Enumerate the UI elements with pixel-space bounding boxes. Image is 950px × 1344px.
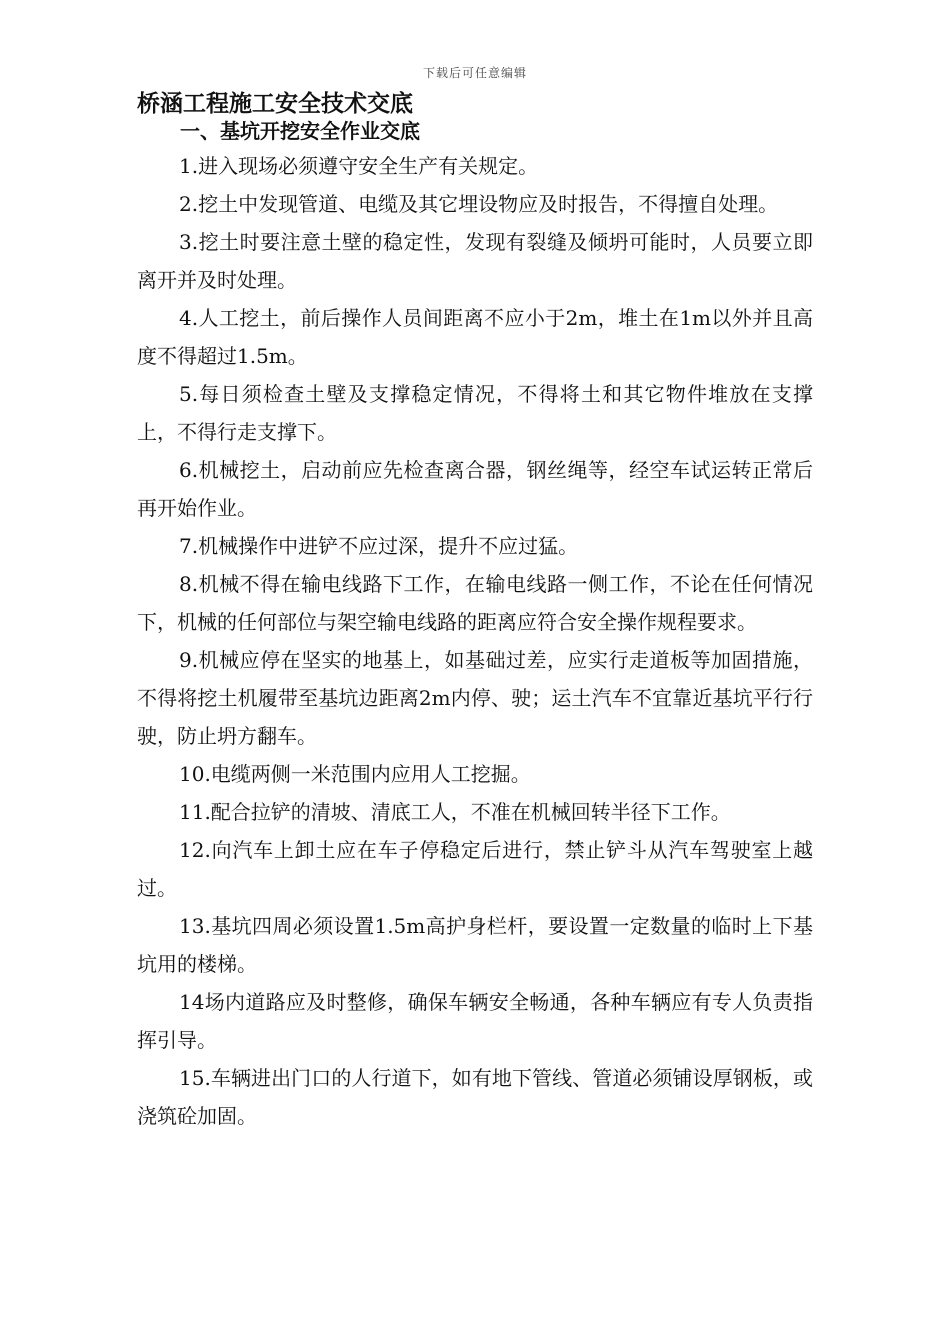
paragraph-14: 14场内道路应及时整修，确保车辆安全畅通，各种车辆应有专人负责指挥引导。	[137, 990, 813, 1052]
document-body	[137, 147, 813, 1135]
paragraph-9: 9.机械应停在坚实的地基上，如基础过差，应实行走道板等加固措施，不得将挖土机履带至基坑边距离2m内停、驶；运土汽车不宜靠近基坑平行行驶，防止坍方翻车。	[137, 648, 813, 748]
paragraph-13: 13.基坑四周必须设置1.5m高护身栏杆，要设置一定数量的临时上下基坑用的楼梯。	[137, 914, 813, 976]
paragraph-5: 5.每日须检查土壁及支撑稳定情况，不得将土和其它物件堆放在支撑上，不得行走支撑下。	[137, 382, 813, 444]
document-title: 桥涵工程施工安全技术交底	[137, 90, 413, 117]
section-heading: 一、基坑开挖安全作业交底	[180, 119, 420, 143]
paragraph-11: 11.配合拉铲的清坡、清底工人，不准在机械回转半径下工作。	[179, 800, 731, 824]
paragraph-15: 15.车辆进出门口的人行道下，如有地下管线、管道必须铺设厚钢板，或浇筑砼加固。	[137, 1066, 813, 1128]
paragraph-3: 3.挖土时要注意土壁的稳定性，发现有裂缝及倾坍可能时，人员要立即离开并及时处理。	[137, 230, 813, 292]
paragraph-1: 1.进入现场必须遵守安全生产有关规定。	[179, 154, 539, 178]
paragraph-12: 12.向汽车上卸土应在车子停稳定后进行，禁止铲斗从汽车驾驶室上越过。	[137, 838, 813, 900]
paragraph-4: 4.人工挖土，前后操作人员间距离不应小于2m，堆土在1m以外并且高度不得超过1.5m。	[137, 306, 813, 368]
paragraph-7: 7.机械操作中进铲不应过深，提升不应过猛。	[179, 534, 579, 558]
paragraph-10: 10.电缆两侧一米范围内应用人工挖掘。	[179, 762, 531, 786]
paragraph-8: 8.机械不得在输电线路下工作，在输电线路一侧工作，不论在任何情况下，机械的任何部位与架空输电线路的距离应符合安全操作规程要求。	[137, 572, 813, 634]
paragraph-2: 2.挖土中发现管道、电缆及其它埋设物应及时报告，不得擅自处理。	[179, 192, 779, 216]
header-watermark: 下载后可任意编辑	[422, 66, 527, 80]
paragraph-6: 6.机械挖土，启动前应先检查离合器，钢丝绳等，经空车试运转正常后再开始作业。	[137, 458, 813, 520]
